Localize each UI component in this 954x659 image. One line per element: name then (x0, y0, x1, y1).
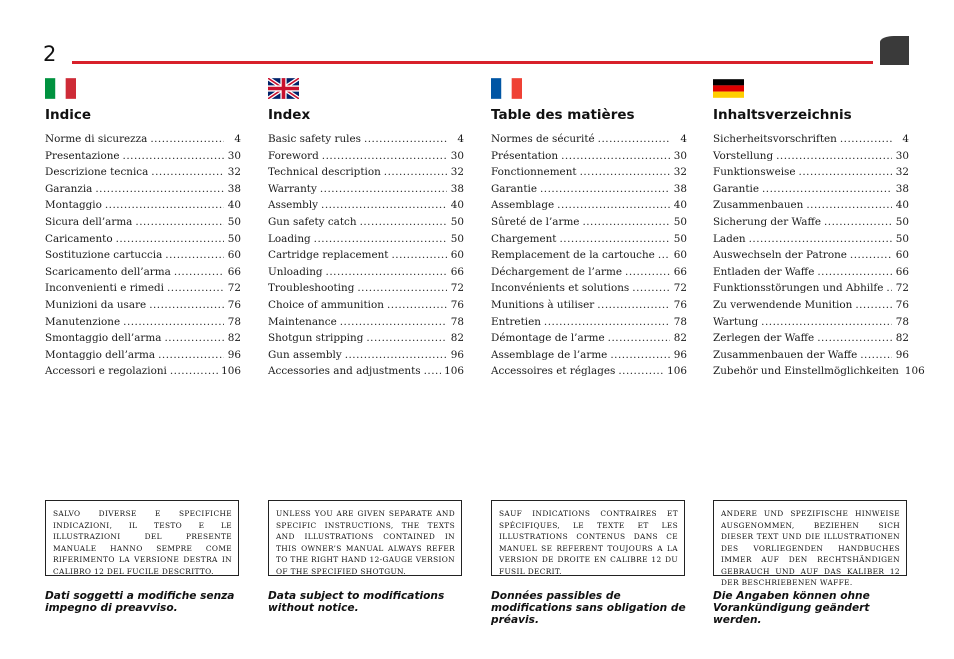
toc-entry-page: 106 (444, 365, 464, 378)
toc-entry (491, 280, 687, 297)
toc-dot-leader (123, 148, 224, 165)
toc-list (713, 131, 925, 380)
header-rule (72, 61, 873, 64)
toc-entry-page: 82 (895, 332, 909, 345)
toc-dot-leader (850, 247, 892, 264)
version-note-french: SAUF INDICATIONS CONTRAIRES ET SPÉCIFIQUES, LE TEXTE ET LES ILLUSTRATIONS CONTENUS DANS CE MANUEL SE REFERENT TOUJOURS A LA VERSION DE DROITE EN CALIBRE 12 DU FUSIL DECRIT. (491, 500, 685, 576)
toc-entry-page: 50 (673, 232, 687, 245)
toc-dot-leader (150, 131, 224, 148)
toc-entry (268, 181, 464, 198)
toc-entry-title: Sicherung der Waffe (713, 215, 821, 228)
toc-entry (268, 231, 464, 248)
toc-entry-page: 32 (450, 166, 464, 179)
toc-dot-leader (544, 314, 670, 331)
toc-entry-page: 82 (227, 332, 241, 345)
toc-entry-title: Vorstellung (713, 149, 774, 162)
toc-entry-title: Remplacement de la cartouche (491, 249, 655, 262)
toc-entry-page: 50 (227, 215, 241, 228)
toc-dot-leader (170, 363, 218, 380)
france-flag-icon (491, 78, 522, 99)
toc-dot-leader (424, 363, 442, 380)
toc-entry-title: Auswechseln der Patrone (713, 249, 847, 262)
toc-entry-title: Wartung (713, 315, 759, 328)
toc-entry-title: Technical description (268, 166, 381, 179)
toc-dot-leader (123, 314, 224, 331)
toc-entry (268, 280, 464, 297)
toc-entry (45, 330, 241, 347)
disclaimer-german: Die Angaben können ohne Vorankündigung geändert werden. (713, 590, 870, 626)
toc-dot-leader (625, 264, 670, 281)
toc-entry-page: 4 (902, 133, 909, 145)
toc-dot-leader (817, 264, 892, 281)
toc-entry (491, 363, 687, 380)
toc-entry-page: 66 (673, 265, 687, 278)
toc-entry-title: Assembly (268, 199, 319, 212)
toc-entry (491, 314, 687, 331)
toc-entry-title: Sicherheitsvorschriften (713, 133, 837, 145)
toc-entry-title: Sostituzione cartuccia (45, 249, 163, 262)
toc-entry (713, 264, 909, 281)
toc-entry-title: Gun assembly (268, 348, 342, 361)
toc-entry (268, 131, 464, 148)
toc-dot-leader (840, 131, 892, 148)
toc-entry (45, 314, 241, 331)
toc-entry-title: Garantie (713, 182, 759, 195)
toc-entry-page: 32 (673, 166, 687, 179)
toc-entry-title: Warranty (268, 182, 317, 195)
toc-entry-title: Accessori e regolazioni (45, 365, 167, 378)
toc-entry-page: 38 (227, 182, 241, 195)
toc-entry-title: Zerlegen der Waffe (713, 332, 815, 345)
toc-dot-leader (561, 148, 670, 165)
toc-entry-title: Montaggio dell’arma (45, 348, 156, 361)
toc-entry-title: Sicura dell’arma (45, 215, 133, 228)
toc-dot-leader (167, 280, 224, 297)
toc-entry-page: 78 (227, 315, 241, 328)
toc-entry-page: 32 (895, 166, 909, 179)
toc-dot-leader (314, 231, 447, 248)
toc-entry-page: 50 (895, 232, 909, 245)
toc-entry-title: Funktionsstörungen und Abhilfe (713, 282, 884, 295)
toc-entry-title: Loading (268, 232, 311, 245)
toc-entry (713, 347, 909, 364)
toc-entry-title: Smontaggio dell’arma (45, 332, 162, 345)
toc-dot-leader (158, 347, 224, 364)
section-title: Table des matières (491, 107, 635, 123)
toc-dot-leader (387, 297, 447, 314)
toc-entry (713, 148, 909, 165)
toc-entry-title: Montaggio (45, 199, 102, 212)
toc-column-french (491, 78, 687, 380)
toc-entry-page: 96 (895, 348, 909, 361)
toc-dot-leader (860, 347, 892, 364)
toc-entry-page: 76 (450, 298, 464, 311)
toc-entry (268, 363, 464, 380)
toc-entry (268, 148, 464, 165)
section-title: Index (268, 107, 311, 123)
toc-entry (268, 330, 464, 347)
toc-dot-leader (322, 148, 447, 165)
toc-entry-title: Scaricamento dell’arma (45, 265, 171, 278)
toc-dot-leader (149, 297, 224, 314)
toc-entry (491, 297, 687, 314)
toc-entry-title: Sûreté de l’arme (491, 215, 580, 228)
disclaimer-english: Data subject to modifications without notice. (268, 590, 445, 614)
toc-dot-leader (762, 181, 892, 198)
toc-entry-title: Troubleshooting (268, 282, 355, 295)
toc-dot-leader (164, 330, 224, 347)
toc-entry (268, 264, 464, 281)
toc-dot-leader (608, 330, 670, 347)
toc-entry (45, 280, 241, 297)
toc-dot-leader (806, 197, 892, 214)
toc-entry-page: 106 (221, 365, 241, 378)
toc-entry-title: Garantie (491, 182, 537, 195)
toc-entry-page: 4 (680, 133, 687, 145)
toc-dot-leader (580, 164, 670, 181)
toc-entry (45, 363, 241, 380)
page-number: 2 (43, 42, 57, 66)
toc-entry (268, 297, 464, 314)
toc-dot-leader (366, 330, 447, 347)
toc-entry (268, 197, 464, 214)
toc-entry-title: Caricamento (45, 232, 113, 245)
toc-entry (45, 131, 241, 148)
toc-dot-leader (799, 164, 892, 181)
toc-entry (45, 264, 241, 281)
toc-entry-title: Zusammenbauen (713, 199, 804, 212)
toc-entry-title: Unloading (268, 265, 323, 278)
toc-entry (268, 247, 464, 264)
toc-entry-page: 66 (227, 265, 241, 278)
toc-entry-page: 78 (673, 315, 687, 328)
toc-dot-leader (320, 181, 447, 198)
toc-entry-page: 30 (673, 149, 687, 162)
toc-entry-title: Zubehör und Einstellmöglichkeiten (713, 365, 899, 378)
toc-dot-leader (557, 197, 670, 214)
toc-entry-page: 38 (673, 182, 687, 195)
toc-dot-leader (95, 181, 224, 198)
toc-entry-title: Norme di sicurezza (45, 133, 148, 145)
toc-entry (491, 264, 687, 281)
toc-dot-leader (135, 214, 224, 231)
toc-entry (491, 247, 687, 264)
toc-entry (491, 197, 687, 214)
toc-entry-page: 32 (227, 166, 241, 179)
toc-entry-title: Accessories and adjustments (268, 365, 421, 378)
toc-entry (491, 231, 687, 248)
toc-entry-page: 50 (227, 232, 241, 245)
toc-entry (713, 363, 925, 380)
toc-entry-title: Normes de sécurité (491, 133, 595, 145)
toc-entry (491, 347, 687, 364)
toc-entry-page: 72 (895, 282, 909, 295)
toc-entry-page: 50 (450, 232, 464, 245)
toc-dot-leader (360, 214, 447, 231)
toc-dot-leader (540, 181, 670, 198)
version-note-german: ANDERE UND SPEZIFISCHE HINWEISE AUSGENOMMEN, BEZIEHEN SICH DIESER TEXT UND DIE ILLUSTRATIONEN DES VORLIEGENDEN HANDBUCHES IMMER AUF DEN RECHTSHÄNDIGEN GEBRAUCH UND AUF DAS KALIBER 12 DER BESCHRIEBENEN WAFFE. (713, 500, 907, 576)
toc-entry-title: Garanzia (45, 182, 93, 195)
toc-entry (268, 314, 464, 331)
toc-entry-page: 106 (667, 365, 687, 378)
toc-entry-title: Entladen der Waffe (713, 265, 815, 278)
toc-dot-leader (174, 264, 224, 281)
toc-entry-page: 72 (227, 282, 241, 295)
toc-entry (45, 347, 241, 364)
toc-entry (713, 197, 909, 214)
toc-dot-leader (559, 231, 670, 248)
toc-list (491, 131, 687, 380)
toc-entry (268, 347, 464, 364)
toc-dot-leader (357, 280, 447, 297)
toc-entry (491, 164, 687, 181)
toc-entry-page: 82 (450, 332, 464, 345)
disclaimer-italian: Dati soggetti a modifiche senza impegno di preavviso. (45, 590, 235, 614)
toc-entry (713, 297, 909, 314)
toc-entry-title: Foreword (268, 149, 319, 162)
toc-dot-leader (364, 131, 447, 148)
toc-column-italian (45, 78, 241, 380)
toc-dot-leader (761, 314, 892, 331)
toc-dot-leader (345, 347, 447, 364)
toc-entry (713, 280, 909, 297)
germany-flag-icon (713, 78, 744, 99)
toc-entry-title: Shotgun stripping (268, 332, 364, 345)
uk-flag-icon (268, 78, 299, 99)
toc-entry (491, 214, 687, 231)
toc-entry-title: Basic safety rules (268, 133, 361, 145)
toc-entry (268, 214, 464, 231)
section-title: Indice (45, 107, 92, 123)
toc-entry-title: Assemblage (491, 199, 555, 212)
toc-entry-page: 72 (673, 282, 687, 295)
toc-entry-page: 40 (673, 199, 687, 212)
toc-dot-leader (105, 197, 224, 214)
toc-dot-leader (165, 247, 224, 264)
toc-entry-page: 30 (450, 149, 464, 162)
version-note-english: UNLESS YOU ARE GIVEN SEPARATE AND SPECIFIC INSTRUCTIONS, THE TEXTS AND ILLUSTRATIONS CONTAINED IN THIS OWNER’S MANUAL ALWAYS REFER TO THE RIGHT HAND 12-GAUGE VERSION OF THE SPECIFIED SHOTGUN. (268, 500, 462, 576)
toc-entry-title: Gun safety catch (268, 215, 357, 228)
toc-entry-page: 40 (450, 199, 464, 212)
toc-entry-page: 96 (450, 348, 464, 361)
toc-entry-title: Démontage de l’arme (491, 332, 605, 345)
toc-dot-leader (582, 214, 670, 231)
toc-entry (45, 247, 241, 264)
toc-entry-title: Déchargement de l’arme (491, 265, 623, 278)
toc-entry (268, 164, 464, 181)
toc-entry-page: 50 (895, 215, 909, 228)
toc-entry (491, 181, 687, 198)
toc-entry-title: Cartridge replacement (268, 249, 389, 262)
toc-entry-page: 4 (457, 133, 464, 145)
toc-entry (713, 214, 909, 231)
toc-list (45, 131, 241, 380)
toc-dot-leader (824, 214, 892, 231)
toc-entry-page: 50 (673, 215, 687, 228)
toc-entry-page: 78 (450, 315, 464, 328)
toc-entry-page: 38 (895, 182, 909, 195)
toc-dot-leader (391, 247, 447, 264)
toc-entry-page: 60 (227, 249, 241, 262)
toc-dot-leader (817, 330, 892, 347)
toc-dot-leader (776, 148, 892, 165)
toc-entry-title: Inconvénients et solutions (491, 282, 630, 295)
toc-entry-title: Inconvenienti e rimedi (45, 282, 164, 295)
toc-entry-title: Accessoires et réglages (491, 365, 616, 378)
toc-entry-title: Presentazione (45, 149, 120, 162)
section-title: Inhaltsverzeichnis (713, 107, 852, 123)
toc-entry-title: Maintenance (268, 315, 337, 328)
toc-column-english (268, 78, 464, 380)
toc-entry (713, 247, 909, 264)
toc-dot-leader (598, 131, 670, 148)
toc-entry (713, 181, 909, 198)
toc-entry-title: Entretien (491, 315, 541, 328)
toc-entry-page: 76 (673, 298, 687, 311)
toc-dot-leader (610, 347, 670, 364)
toc-entry (713, 330, 909, 347)
toc-dot-leader (597, 297, 670, 314)
toc-dot-leader (886, 280, 892, 297)
toc-entry-page: 106 (904, 365, 925, 378)
toc-entry-page: 78 (895, 315, 909, 328)
toc-entry (45, 297, 241, 314)
toc-entry-page: 96 (673, 348, 687, 361)
italy-flag-icon (45, 78, 76, 99)
toc-entry (713, 131, 909, 148)
toc-entry-page: 50 (450, 215, 464, 228)
toc-dot-leader (151, 164, 224, 181)
toc-column-german (713, 78, 925, 380)
toc-entry-title: Funktionsweise (713, 166, 796, 179)
toc-dot-leader (116, 231, 224, 248)
toc-dot-leader (326, 264, 447, 281)
toc-entry (45, 148, 241, 165)
toc-entry-page: 82 (673, 332, 687, 345)
toc-entry-page: 60 (673, 249, 687, 262)
toc-entry (45, 181, 241, 198)
toc-entry-title: Laden (713, 232, 746, 245)
toc-entry-title: Chargement (491, 232, 557, 245)
disclaimer-french: Données passibles de modifications sans obligation de préavis. (491, 590, 686, 626)
toc-entry (45, 164, 241, 181)
toc-dot-leader (340, 314, 447, 331)
toc-entry-title: Choice of ammunition (268, 298, 384, 311)
toc-dot-leader (749, 231, 892, 248)
toc-dot-leader (855, 297, 892, 314)
toc-entry-title: Zu verwendende Munition (713, 298, 853, 311)
toc-dot-leader (321, 197, 447, 214)
toc-entry-title: Manutenzione (45, 315, 121, 328)
toc-entry-page: 60 (450, 249, 464, 262)
toc-entry-page: 76 (227, 298, 241, 311)
toc-entry-page: 66 (895, 265, 909, 278)
toc-entry (491, 148, 687, 165)
toc-entry-title: Présentation (491, 149, 559, 162)
toc-entry-title: Munizioni da usare (45, 298, 147, 311)
toc-entry (491, 330, 687, 347)
toc-entry (45, 231, 241, 248)
toc-dot-leader (658, 247, 670, 264)
toc-entry-page: 38 (450, 182, 464, 195)
corner-tab (880, 36, 909, 65)
toc-entry-page: 60 (895, 249, 909, 262)
toc-entry (713, 314, 909, 331)
toc-entry (45, 197, 241, 214)
toc-entry-page: 30 (227, 149, 241, 162)
toc-entry-title: Zusammenbauen der Waffe (713, 348, 858, 361)
toc-entry-page: 30 (895, 149, 909, 162)
toc-entry-title: Munitions à utiliser (491, 298, 595, 311)
toc-entry-title: Assemblage de l’arme (491, 348, 608, 361)
toc-entry (713, 164, 909, 181)
toc-dot-leader (618, 363, 664, 380)
toc-entry-page: 96 (227, 348, 241, 361)
toc-entry-page: 72 (450, 282, 464, 295)
toc-dot-leader (632, 280, 670, 297)
toc-dot-leader (384, 164, 447, 181)
toc-entry-page: 40 (895, 199, 909, 212)
toc-entry-title: Fonctionnement (491, 166, 577, 179)
toc-entry-page: 4 (234, 133, 241, 145)
toc-entry (713, 231, 909, 248)
toc-list (268, 131, 464, 380)
toc-entry (491, 131, 687, 148)
toc-entry-page: 76 (895, 298, 909, 311)
toc-entry (45, 214, 241, 231)
toc-entry-title: Descrizione tecnica (45, 166, 149, 179)
version-note-italian: SALVO DIVERSE E SPECIFICHE INDICAZIONI, IL TESTO E LE ILLUSTRAZIONI DEL PRESENTE MANUALE HANNO SEMPRE COME RIFERIMENTO LA VERSIONE DESTRA IN CALIBRO 12 DEL FUCILE DESCRITTO. (45, 500, 239, 576)
toc-entry-page: 40 (227, 199, 241, 212)
toc-entry-page: 66 (450, 265, 464, 278)
